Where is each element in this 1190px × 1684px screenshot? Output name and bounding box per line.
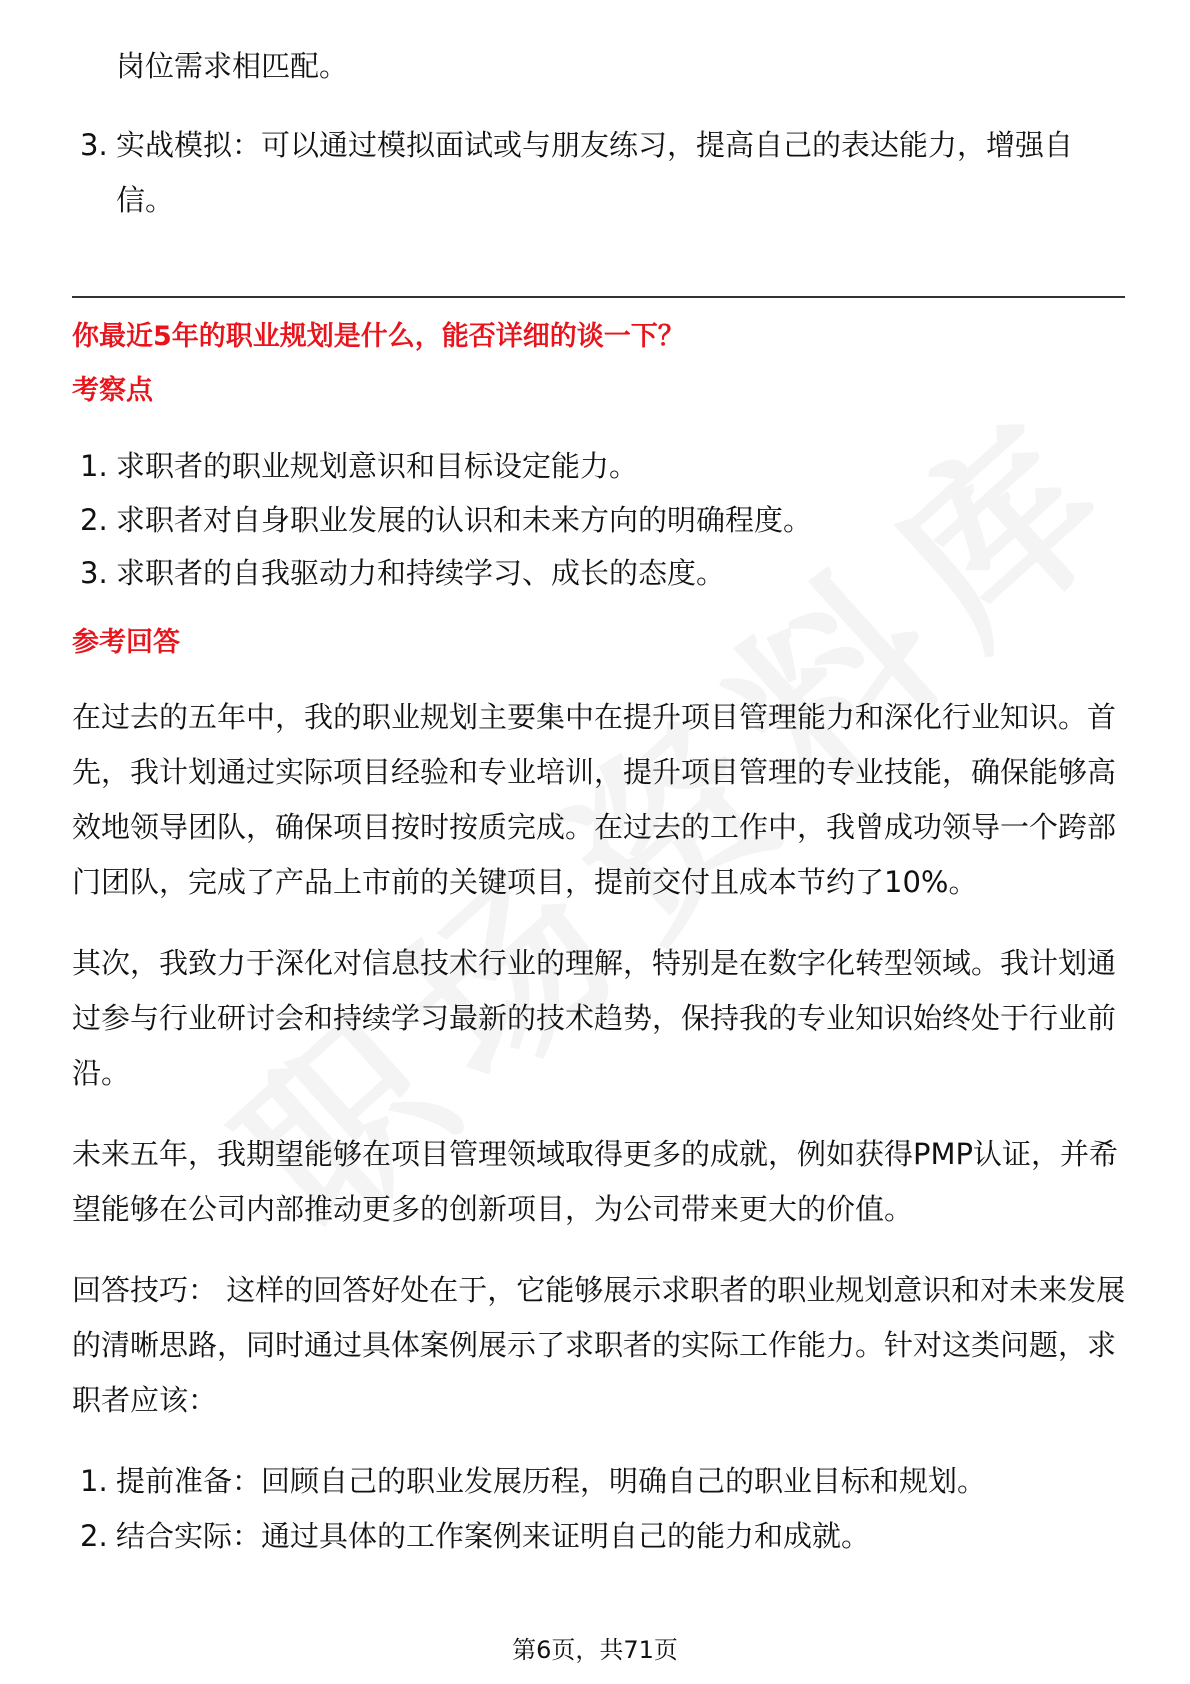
tips-paragraph-line: 回答技巧： 这样的回答好处在于，它能够展示求职者的职业规划意识和对未来发展 [72,1273,1126,1307]
answer-paragraph-line: 未来五年，我期望能够在项目管理领域取得更多的成就，例如获得PMP认证，并希 [72,1137,1118,1171]
tips-paragraph-line: 职者应该： [72,1383,218,1417]
list-item-continuation: 岗位需求相匹配。 [116,49,349,83]
list-item-text: 求职者对自身职业发展的认识和未来方向的明确程度。 [116,503,813,537]
answer-paragraph-line: 先，我计划通过实际项目经验和专业培训，提升项目管理的专业技能，确保能够高 [72,755,1117,789]
list-item-text: 求职者的职业规划意识和目标设定能力。 [116,449,639,483]
page-number-footer: 第6页，共71页 [512,1636,678,1664]
tips-paragraph-line: 的清晰思路，同时通过具体案例展示了求职者的实际工作能力。针对这类问题，求 [72,1328,1117,1362]
list-item-number: 1. [80,1464,108,1498]
assessment-heading: 考察点 [72,375,153,406]
list-item-text: 结合实际：通过具体的工作案例来证明自己的能力和成就。 [116,1519,871,1553]
list-item-number: 3. [80,556,108,590]
list-item-number: 2. [80,503,108,537]
list-item-text: 求职者的自我驱动力和持续学习、成长的态度。 [116,556,726,590]
answer-paragraph-line: 望能够在公司内部推动更多的创新项目，为公司带来更大的价值。 [72,1192,914,1226]
list-item-text: 提前准备：回顾自己的职业发展历程，明确自己的职业目标和规划。 [116,1464,987,1498]
list-item-text: 实战模拟：可以通过模拟面试或与朋友练习，提高自己的表达能力，增强自 [116,128,1074,162]
list-item-text-continued: 信。 [116,183,175,217]
question-title: 你最近5年的职业规划是什么，能否详细的谈一下？ [72,321,685,352]
answer-paragraph-line: 效地领导团队，确保项目按时按质完成。在过去的工作中，我曾成功领导一个跨部 [72,810,1117,844]
section-divider [72,296,1125,298]
answer-heading: 参考回答 [72,627,180,658]
list-item-number: 2. [80,1519,108,1553]
answer-paragraph-line: 其次，我致力于深化对信息技术行业的理解，特别是在数字化转型领域。我计划通 [72,946,1117,980]
list-item-number: 1. [80,449,108,483]
answer-paragraph-line: 沿。 [72,1056,131,1090]
answer-paragraph-line: 过参与行业研讨会和持续学习最新的技术趋势，保持我的专业知识始终处于行业前 [72,1001,1117,1035]
answer-paragraph-line: 在过去的五年中，我的职业规划主要集中在提升项目管理能力和深化行业知识。首 [72,700,1117,734]
list-item-number: 3. [80,128,108,162]
answer-paragraph-line: 门团队，完成了产品上市前的关键项目，提前交付且成本节约了10%。 [72,865,978,899]
